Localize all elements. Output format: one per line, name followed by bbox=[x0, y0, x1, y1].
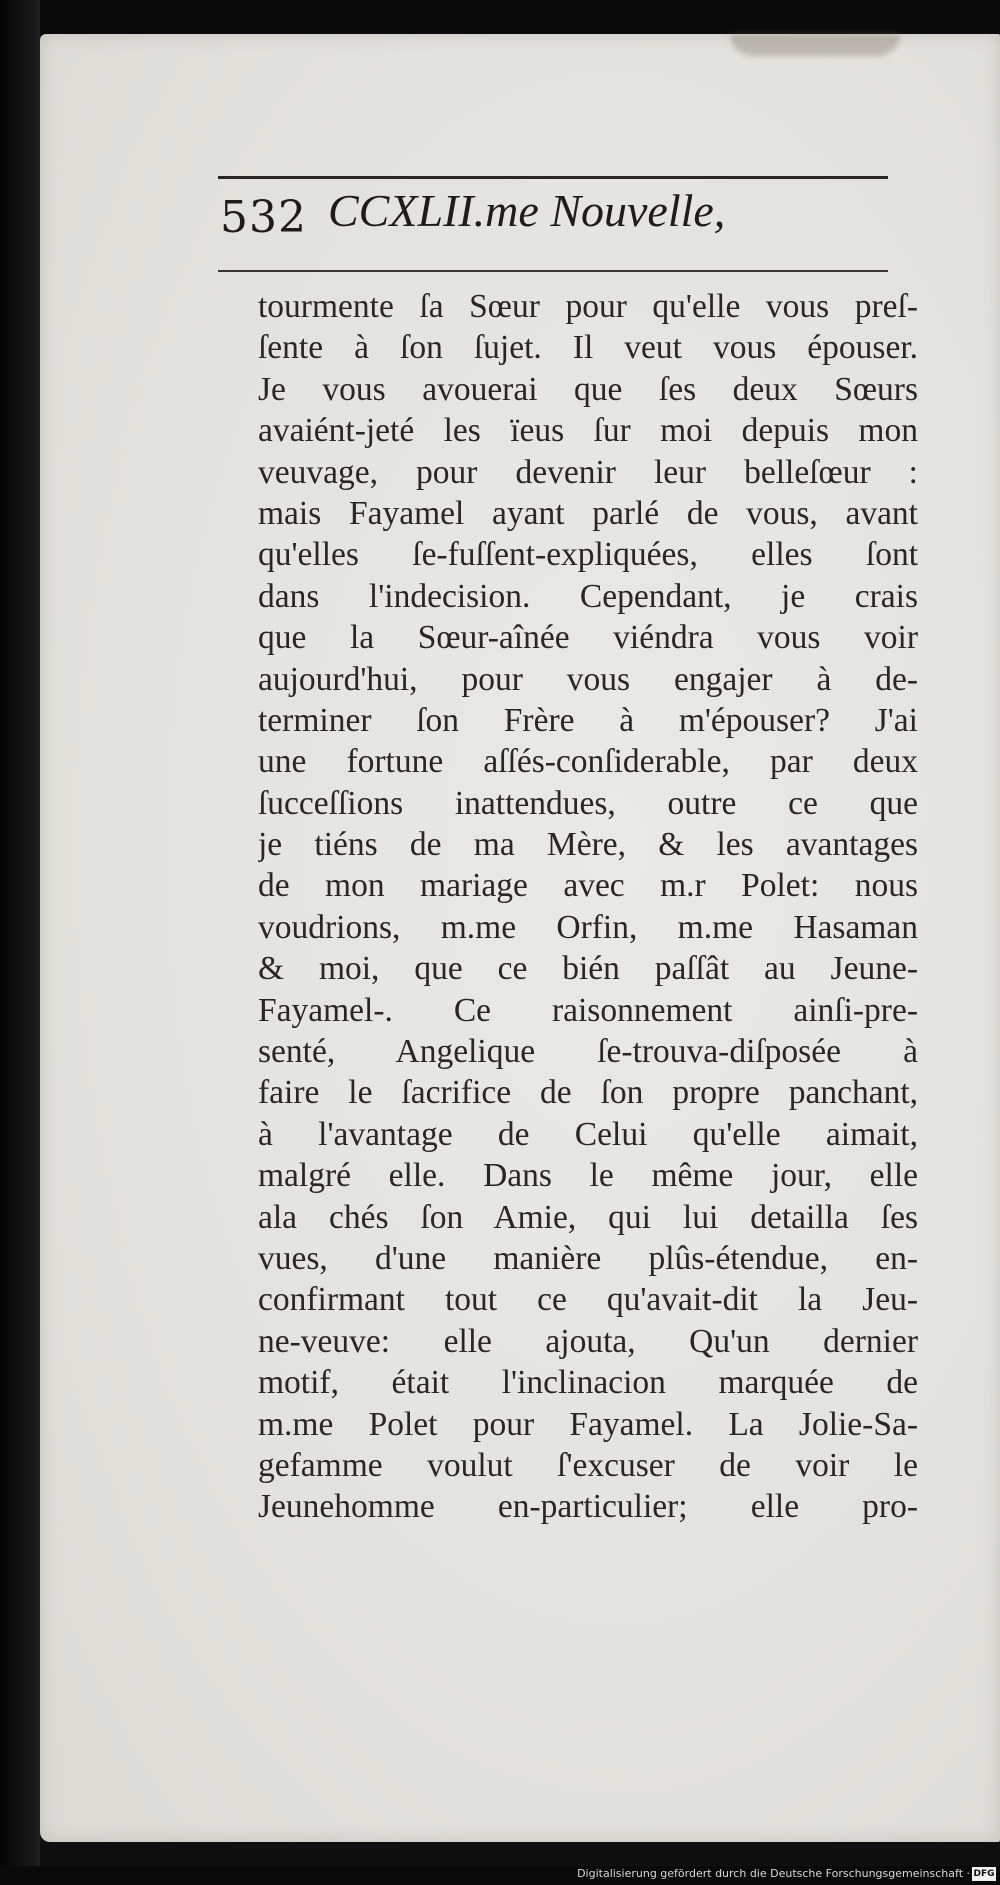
text-line: m.me Polet pour Fayamel. La Jolie-Sa- bbox=[258, 1405, 918, 1443]
text-line: aujourd'hui, pour vous engajer à de- bbox=[258, 660, 918, 698]
running-title: CCXLII.me Nouvelle, bbox=[328, 185, 726, 236]
page-header bbox=[218, 184, 888, 262]
body-text bbox=[258, 286, 918, 1528]
dfg-logo-icon: DFG bbox=[973, 1869, 995, 1879]
text-line: gefamme voulut ſ'excuser de voir le bbox=[258, 1446, 918, 1484]
text-line: ſente à ſon ſujet. Il veut vous épouser. bbox=[258, 329, 918, 367]
text-line: ala chés ſon Amie, qui lui detailla ſes bbox=[258, 1198, 918, 1236]
footer-credit: Digitalisierung gefördert durch die Deutsche Forschungsgemeinschaft · bbox=[577, 1867, 970, 1880]
text-line: veuvage, pour devenir leur belleſœur : bbox=[258, 453, 918, 491]
text-line: ſucceſſions inattendues, outre ce que bbox=[258, 784, 918, 822]
text-line: motif, était l'inclinacion marquée de bbox=[258, 1364, 918, 1402]
text-line: senté, Angelique ſe-trouva-diſposée à bbox=[258, 1033, 918, 1071]
text-line: Je vous avouerai que ſes deux Sœurs bbox=[258, 370, 918, 408]
page-number: 532 bbox=[220, 192, 307, 243]
text-line: Jeunehomme en-particulier; elle pro- bbox=[258, 1488, 918, 1526]
text-line: je tiéns de ma Mère, & les avantages bbox=[258, 826, 918, 864]
text-line: tourmente ſa Sœur pour qu'elle vous preſ- bbox=[258, 288, 918, 325]
header-rule-top bbox=[218, 176, 888, 179]
text-line: vues, d'une manière plûs-étendue, en- bbox=[258, 1239, 918, 1277]
text-line: qu'elles ſe-fuſſent-expliquées, elles ſont bbox=[258, 536, 918, 574]
text-line: dans l'indecision. Cependant, je crais bbox=[258, 577, 918, 615]
page-stain bbox=[730, 34, 900, 56]
text-line: Fayamel-. Ce raisonnement ainſi-pre- bbox=[258, 991, 918, 1029]
text-line: à l'avantage de Celui qu'elle aimait, bbox=[258, 1115, 918, 1153]
text-line: faire le ſacrifice de ſon propre panchant, bbox=[258, 1074, 918, 1112]
text-line: malgré elle. Dans le même jour, elle bbox=[258, 1157, 918, 1195]
scan-top-edge bbox=[0, 0, 1000, 36]
text-line: ne-veuve: elle ajouta, Qu'un dernier bbox=[258, 1322, 918, 1360]
text-line: mais Fayamel ayant parlé de vous, avant bbox=[258, 494, 918, 532]
book-binding-edge bbox=[0, 0, 40, 1885]
text-line: terminer ſon Frère à m'épouser? J'ai bbox=[258, 701, 918, 739]
header-rule-bottom bbox=[218, 270, 888, 272]
text-line: avaiént-jeté les ïeus ſur moi depuis mon bbox=[258, 412, 918, 450]
text-line: de mon mariage avec m.r Polet: nous bbox=[258, 867, 918, 905]
text-line: que la Sœur-aînée viéndra vous voir bbox=[258, 619, 918, 657]
text-line: voudrions, m.me Orfin, m.me Hasaman bbox=[258, 908, 918, 946]
text-line: & moi, que ce bién paſſât au Jeune- bbox=[258, 950, 918, 988]
text-line: une fortune aſſés-conſiderable, par deux bbox=[258, 743, 918, 781]
text-line: confirmant tout ce qu'avait-dit la Jeu- bbox=[258, 1281, 918, 1319]
